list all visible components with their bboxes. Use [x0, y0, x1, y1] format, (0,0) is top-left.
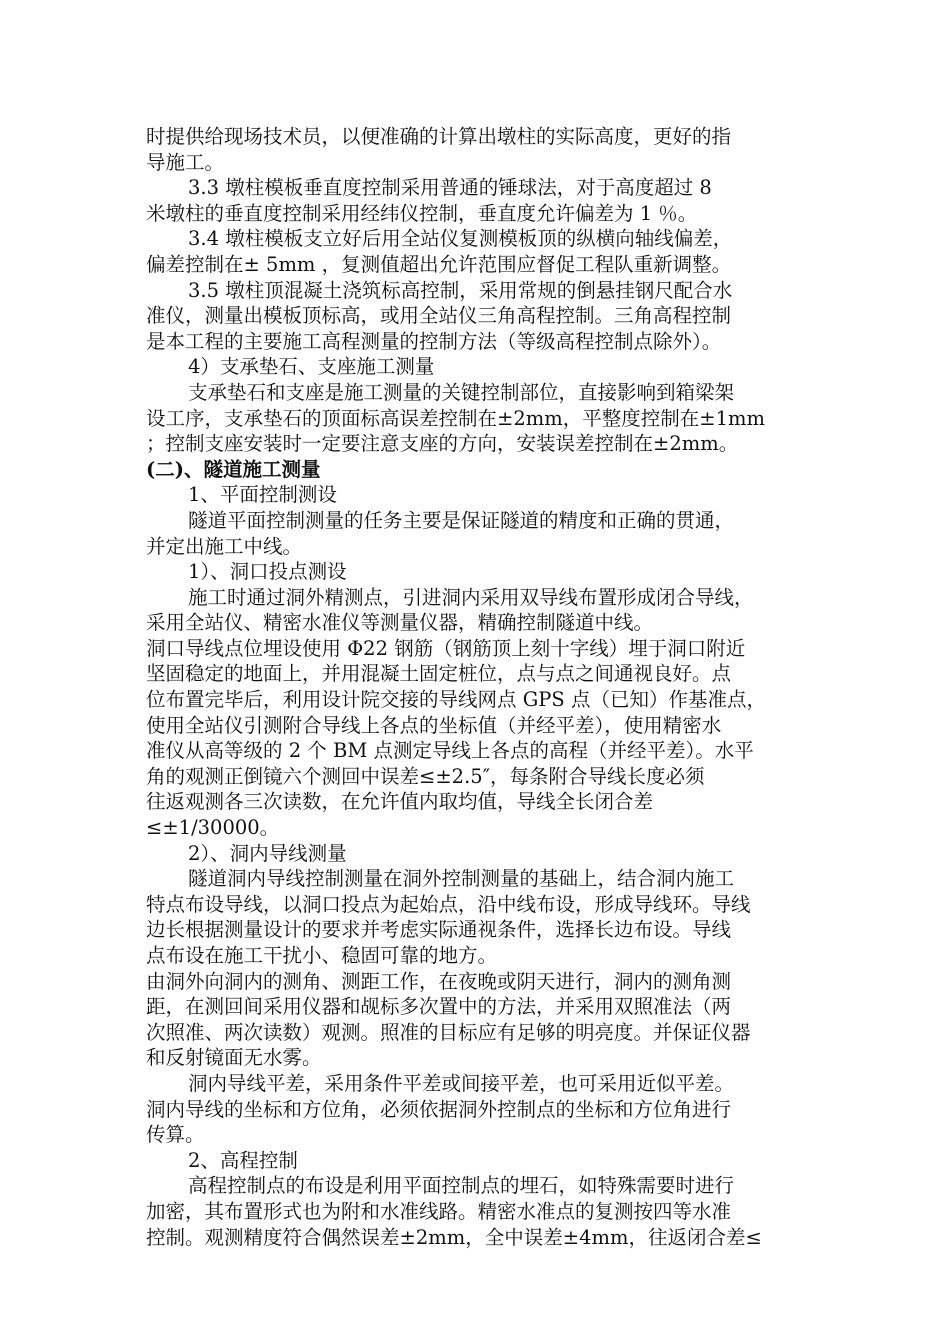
text-line: 时提供给现场技术员，以便准确的计算出墩柱的实际高度，更好的指 [146, 125, 732, 148]
text-line: 采用全站仪、精密水准仪等测量仪器，精确控制隧道中线。 [146, 611, 654, 635]
text-line: 角的观测正倒镜六个测回中误差≤±2.5″，每条附合导线长度必须 [146, 764, 705, 788]
text-line: 隧道洞内导线控制测量在洞外控制测量的基础上，结合洞内施工 [188, 867, 735, 891]
section-heading: (二)、隧道施工测量 [146, 457, 321, 481]
text-line: 传算。 [146, 1123, 205, 1147]
text-line: 隧道平面控制测量的任务主要是保证隧道的精度和正确的贯通， [188, 508, 735, 532]
text-line: 2）、洞内导线测量 [188, 841, 347, 865]
text-line: 4）支承垫石、支座施工测量 [188, 355, 435, 379]
text-line: 次照准、两次读数）观测。照准的目标应有足够的明亮度。并保证仪器 [146, 1020, 751, 1044]
text-line: 准仪从高等级的 2 个 BM 点测定导线上各点的高程（并经平差）。水平 [146, 739, 754, 763]
text-line: 特点布设导线，以洞口投点为起始点，沿中线布设，形成导线环。导线 [146, 892, 751, 916]
text-line: 高程控制点的布设是利用平面控制点的埋石，如特殊需要时进行 [188, 1174, 735, 1198]
text-line: 是本工程的主要施工高程测量的控制方法（等级高程控制点除外）。 [146, 329, 722, 353]
text-line: 由洞外向洞内的测角、测距工作，在夜晚或阴天进行，洞内的测角测 [146, 969, 732, 993]
text-line: 支承垫石和支座是施工测量的关键控制部位，直接影响到箱梁架 [188, 380, 735, 404]
text-line: 距，在测回间采用仪器和觇标多次置中的方法，并采用双照准法（两 [146, 995, 732, 1019]
text-line: 位布置完毕后，利用设计院交接的导线网点 GPS 点（已知）作基准点， [146, 688, 766, 712]
text-line: 和反射镜面无水雾。 [146, 1046, 322, 1070]
text-line: ；控制支座安装时一定要注意支座的方向，安装误差控制在±2mm。 [146, 432, 739, 456]
text-line: 洞口导线点位埋设使用 Φ22 钢筋（钢筋顶上刻十字线）埋于洞口附近 [146, 636, 746, 660]
text-line: 1、平面控制测设 [188, 483, 337, 507]
text-line: 3.5 墩柱顶混凝土浇筑标高控制，采用常规的倒悬挂钢尺配合水 [188, 278, 733, 302]
text-line: 并定出施工中线。 [146, 534, 303, 558]
text-line: 往返观测各三次读数，在允许值内取均值，导线全长闭合差 [146, 790, 654, 814]
text-line: 偏差控制在± 5mm ，复测值超出允许范围应督促工程队重新调整。 [146, 252, 732, 276]
text-line: 导施工。 [146, 150, 225, 174]
text-line: 加密，其布置形式也为附和水准线路。精密水准点的复测按四等水准 [146, 1199, 732, 1223]
text-line: 坚固稳定的地面上，并用混凝土固定桩位，点与点之间通视良好。点 [146, 662, 732, 686]
text-line: 设工序，支承垫石的顶面标高误差控制在±2mm，平整度控制在±1mm [146, 406, 765, 430]
text-line: 洞内导线平差，采用条件平差或间接平差，也可采用近似平差。 [188, 1071, 735, 1095]
text-line: 施工时通过洞外精测点，引进洞内采用双导线布置形成闭合导线， [188, 585, 754, 609]
text-line: 边长根据测量设计的要求并考虑实际通视条件，选择长边布设。导线 [146, 918, 732, 942]
text-line: 3.4 墩柱模板支立好后用全站仪复测模板顶的纵横向轴线偏差， [188, 227, 733, 251]
text-line: 2、高程控制 [188, 1148, 298, 1172]
text-line: 使用全站仪引测附合导线上各点的坐标值（并经平差），使用精密水 [146, 713, 722, 737]
document-page [146, 124, 810, 1250]
text-line: 点布设在施工干扰小、稳固可靠的地方。 [146, 944, 498, 967]
text-line: 米墩柱的垂直度控制采用经纬仪控制，垂直度允许偏差为 1 ％。 [146, 201, 698, 225]
text-line: 1）、洞口投点测设 [188, 560, 347, 584]
text-line: 准仪，测量出模板顶标高，或用全站仪三角高程控制。三角高程控制 [146, 304, 732, 328]
text-line: 控制。观测精度符合偶然误差±2mm，全中误差±4mm，往返闭合差≤ [146, 1225, 762, 1249]
text-line: 洞内导线的坐标和方位角，必须依据洞外控制点的坐标和方位角进行 [146, 1097, 732, 1121]
text-line: ≤±1/30000。 [146, 816, 280, 840]
text-line: 3.3 墩柱模板垂直度控制采用普通的锤球法，对于高度超过 8 [188, 176, 712, 200]
